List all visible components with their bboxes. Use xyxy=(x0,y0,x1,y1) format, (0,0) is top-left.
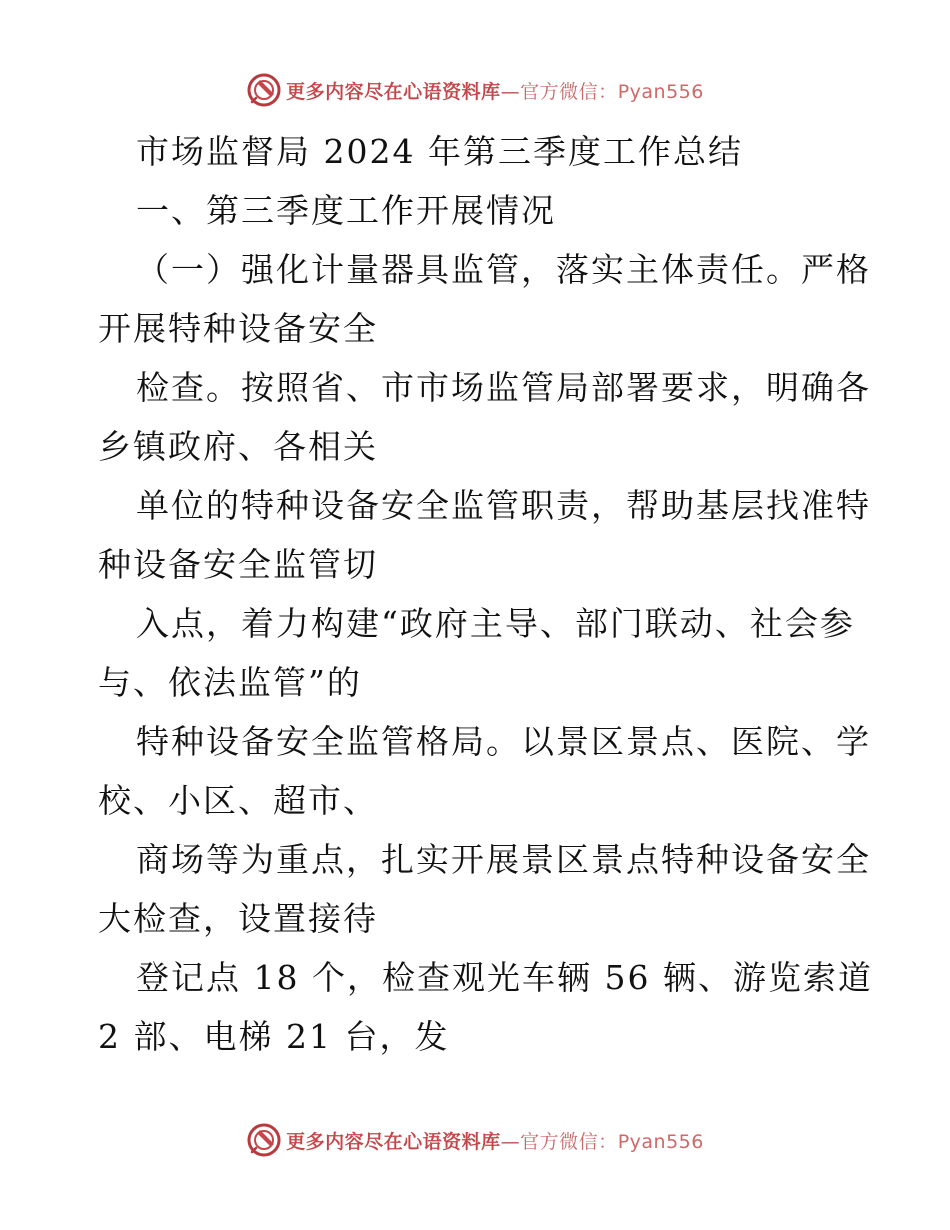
paragraph-line: 登记点 18 个，检查观光车辆 56 辆、游览索道 xyxy=(136,958,873,997)
watermark-separator: — xyxy=(500,1130,521,1153)
watermark-footer xyxy=(0,1120,950,1160)
paragraph-line: 检查。按照省、市市场监管局部署要求，明确各 xyxy=(136,368,871,407)
watermark-text xyxy=(286,1127,704,1154)
paragraph-line: 入点，着力构建“政府主导、部门联动、社会参 xyxy=(136,604,855,643)
document-body xyxy=(98,122,873,1066)
watermark-header xyxy=(0,70,950,110)
paragraph-line: 校、小区、超市、 xyxy=(98,781,378,820)
paragraph-line: 种设备安全监管切 xyxy=(98,545,378,584)
paragraph-line: 开展特种设备安全 xyxy=(98,309,378,348)
watermark-sub: 官方微信： xyxy=(520,80,618,103)
watermark-separator: — xyxy=(500,80,521,103)
paragraph-line: 单位的特种设备安全监管职责，帮助基层找准特 xyxy=(136,486,871,525)
watermark-id: Pyan556 xyxy=(617,1130,704,1153)
paragraph-line: 大检查，设置接待 xyxy=(98,899,378,938)
paragraph-line: 商场等为重点，扎实开展景区景点特种设备安全 xyxy=(136,840,871,879)
paragraph-line: 与、依法监管”的 xyxy=(98,663,362,702)
watermark-id: Pyan556 xyxy=(617,80,704,103)
paragraph-line: 特种设备安全监管格局。以景区景点、医院、学 xyxy=(136,722,871,761)
watermark-main: 更多内容尽在心语资料库 xyxy=(286,80,501,103)
brand-logo-icon xyxy=(246,1122,282,1158)
paragraph-line: 2 部、电梯 21 台，发 xyxy=(98,1017,450,1056)
section-heading: 一、第三季度工作开展情况 xyxy=(136,191,556,230)
brand-logo-icon xyxy=(246,72,282,108)
watermark-main: 更多内容尽在心语资料库 xyxy=(286,1130,501,1153)
watermark-text xyxy=(286,77,704,104)
paragraph-line: （一）强化计量器具监管，落实主体责任。严格 xyxy=(136,250,871,289)
doc-title: 市场监督局 2024 年第三季度工作总结 xyxy=(136,132,743,171)
watermark-sub: 官方微信： xyxy=(520,1130,618,1153)
paragraph-line: 乡镇政府、各相关 xyxy=(98,427,378,466)
